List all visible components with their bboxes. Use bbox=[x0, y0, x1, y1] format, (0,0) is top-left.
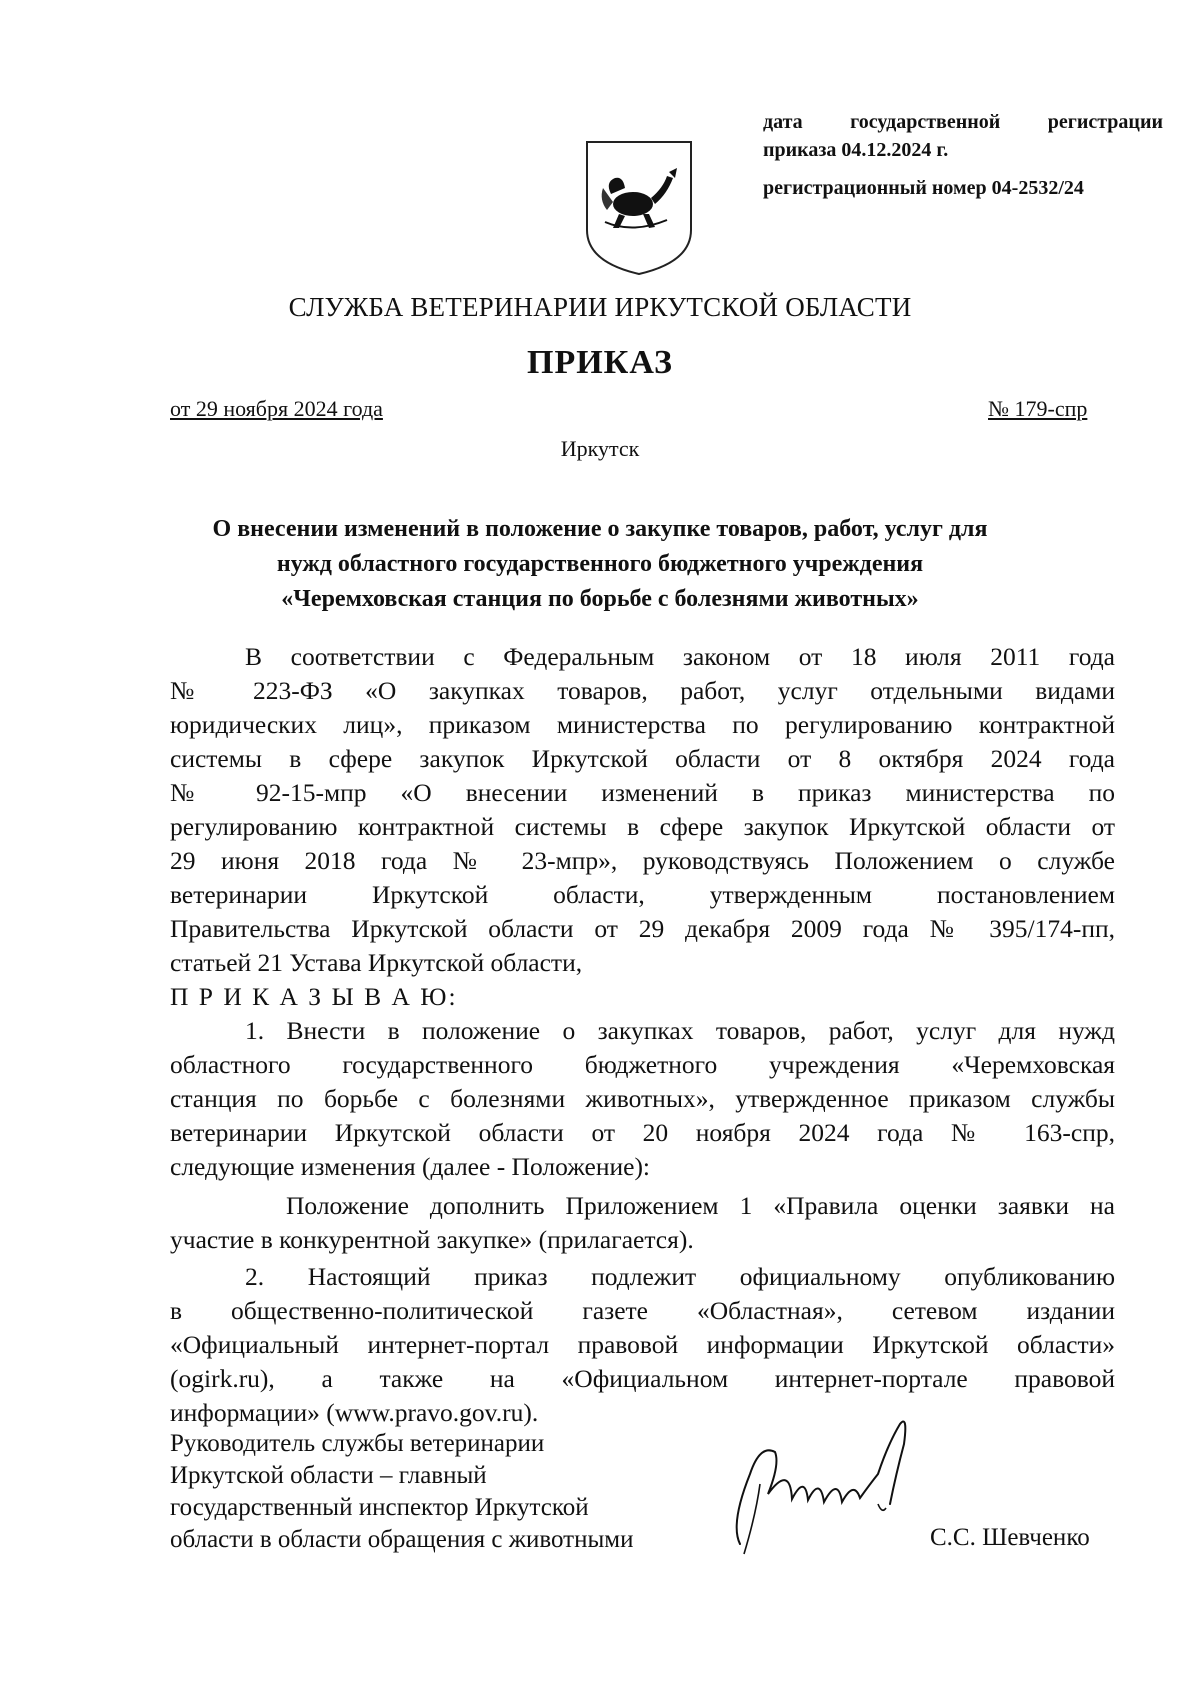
orders-word: П Р И К А З Ы В А Ю: bbox=[170, 982, 458, 1011]
position-line: Иркутской области – главный bbox=[170, 1462, 487, 1489]
item-line: Положение дополнить Приложением 1 «Правила оценки заявки на bbox=[286, 1191, 1115, 1220]
registration-number: регистрационный номер 04-2532/24 bbox=[763, 177, 1084, 199]
item-line: областного государственного бюджетного учреждения «Черемховская bbox=[170, 1050, 1115, 1079]
handwritten-signature-icon bbox=[720, 1404, 950, 1574]
preamble-line: № 223-ФЗ «О закупках товаров, работ, услуг отдельными видами bbox=[170, 676, 1115, 705]
preamble-line: Правительства Иркутской области от 29 декабря 2009 года № 395/174-пп, bbox=[170, 914, 1115, 943]
position-line: Руководитель службы ветеринарии bbox=[170, 1430, 545, 1457]
preamble-line: юридических лиц», приказом министерства по регулированию контрактной bbox=[170, 710, 1115, 739]
organization-name: СЛУЖБА ВЕТЕРИНАРИИ ИРКУТСКОЙ ОБЛАСТИ bbox=[288, 292, 912, 322]
item-line: станция по борьбе с болезнями животных», утвержденное приказом службы bbox=[170, 1084, 1115, 1113]
preamble-line: 29 июня 2018 года № 23-мпр», руководствуясь Положением о службе bbox=[170, 846, 1115, 875]
preamble-line: статьей 21 Устава Иркутской области, bbox=[170, 948, 583, 977]
position-line: области в области обращения с животными bbox=[170, 1526, 634, 1553]
preamble-line: № 92-15-мпр «О внесении изменений в приказ министерства по bbox=[170, 778, 1115, 807]
registration-info bbox=[763, 108, 1163, 202]
item-line: 2. Настоящий приказ подлежит официальному опубликованию bbox=[245, 1262, 1115, 1291]
signer-position bbox=[170, 1428, 633, 1556]
order-date: от 29 ноября 2024 года bbox=[170, 396, 383, 421]
subject-line: «Черемховская станция по борьбе с болезнями животных» bbox=[281, 586, 919, 612]
signer-name: С.С. Шевченко bbox=[930, 1524, 1090, 1551]
item-line: информации» (www.pravo.gov.ru). bbox=[170, 1398, 539, 1427]
order-number: № 179-спр bbox=[988, 396, 1088, 421]
item-line: участие в конкурентной закупке» (прилагается). bbox=[170, 1225, 694, 1254]
registration-date: приказа 04.12.2024 г. bbox=[763, 139, 949, 161]
item-line: в общественно-политической газете «Областная», сетевом издании bbox=[170, 1296, 1115, 1325]
order-subject bbox=[120, 512, 1080, 617]
position-line: государственный инспектор Иркутской bbox=[170, 1494, 589, 1521]
item-line: «Официальный интернет-портал правовой информации Иркутской области» bbox=[170, 1330, 1115, 1359]
registration-date-label: дата государственной регистрации bbox=[763, 111, 1163, 133]
order-city: Иркутск bbox=[560, 436, 640, 461]
preamble-line: регулированию контрактной системы в сфере закупок Иркутской области от bbox=[170, 812, 1115, 841]
subject-line: нужд областного государственного бюджетного учреждения bbox=[276, 551, 924, 577]
preamble-line: ветеринарии Иркутской области, утвержденным постановлением bbox=[170, 880, 1115, 909]
preamble-line: системы в сфере закупок Иркутской области от 8 октября 2024 года bbox=[170, 744, 1115, 773]
preamble-line: В соответствии с Федеральным законом от 18 июля 2011 года bbox=[245, 642, 1115, 671]
item-line: ветеринарии Иркутской области от 20 ноября 2024 года № 163-спр, bbox=[170, 1118, 1115, 1147]
document-title: ПРИКАЗ bbox=[527, 344, 673, 381]
coat-of-arms-icon bbox=[583, 138, 695, 278]
item-line: следующие изменения (далее - Положение): bbox=[170, 1152, 651, 1181]
item-line: 1. Внести в положение о закупках товаров, работ, услуг для нужд bbox=[245, 1016, 1115, 1045]
subject-line: О внесении изменений в положение о закупке товаров, работ, услуг для bbox=[212, 516, 988, 542]
item-line: (ogirk.ru), а также на «Официальном интернет-портале правовой bbox=[170, 1364, 1115, 1393]
